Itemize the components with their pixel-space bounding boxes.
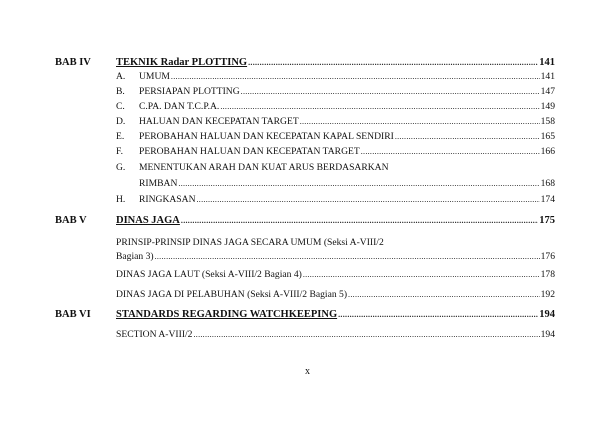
leader-dots: [193, 327, 539, 342]
leader-dots: [181, 213, 538, 229]
toc-entry: [116, 114, 555, 129]
chapter-title-row: [116, 213, 555, 229]
toc-entry: [116, 327, 555, 342]
toc-entry: [116, 99, 555, 114]
toc-entry: [116, 192, 555, 207]
toc-entry: [116, 129, 555, 144]
page-number: 175: [539, 215, 555, 226]
entry-text: RIMBAN: [139, 178, 178, 189]
page-number: 147: [540, 86, 555, 97]
entry-letter: F.: [116, 146, 123, 157]
toc-entry-continuation: [116, 176, 555, 191]
entry-text: RINGKASAN: [139, 194, 196, 205]
page-number: 141: [539, 57, 555, 68]
entry-text: C.PA. DAN T.C.P.A.: [139, 101, 220, 112]
toc-entry: [116, 69, 555, 84]
leader-dots: [303, 267, 540, 282]
leader-dots: [300, 114, 540, 129]
page-number: 141: [540, 71, 555, 82]
page-number: 165: [540, 131, 555, 142]
toc-entry: [116, 235, 555, 250]
leader-dots: [155, 249, 540, 264]
entry-text: PEROBAHAN HALUAN DAN KECEPATAN KAPAL SENDIRI: [139, 131, 394, 142]
entry-text: PEROBAHAN HALUAN DAN KECEPATAN TARGET: [139, 146, 360, 157]
entry-text: Bagian 3): [116, 251, 154, 262]
page-number: 174: [540, 194, 555, 205]
toc-entry: [116, 267, 555, 282]
leader-dots: [241, 84, 540, 99]
entry-text: PRINSIP-PRINSIP DINAS JAGA SECARA UMUM (Seksi A-VIII/2: [116, 237, 384, 248]
entry-text: MENENTUKAN ARAH DAN KUAT ARUS BERDASARKAN: [139, 162, 389, 173]
entry-text: PERSIAPAN PLOTTING: [139, 86, 240, 97]
chapter-title: STANDARDS REGARDING WATCHKEEPING: [116, 309, 338, 320]
toc-entry: [116, 287, 555, 302]
toc-entry: [116, 160, 555, 175]
page-number: 178: [540, 269, 555, 280]
leader-dots: [395, 129, 540, 144]
leader-dots: [171, 69, 540, 84]
leader-dots: [348, 287, 540, 302]
chapter-number: BAB VI: [55, 309, 91, 320]
page-footer-numeral: x: [305, 366, 310, 377]
page-number: 149: [540, 101, 555, 112]
toc-entry: [116, 144, 555, 159]
entry-text: UMUM: [139, 71, 170, 82]
leader-dots: [220, 99, 539, 114]
chapter-title-row: [116, 307, 555, 323]
entry-text: HALUAN DAN KECEPATAN TARGET: [139, 116, 299, 127]
entry-letter: H.: [116, 194, 126, 205]
page-number: 166: [540, 146, 555, 157]
page-number: 168: [540, 178, 555, 189]
entry-text: DINAS JAGA DI PELABUHAN (Seksi A-VIII/2 Bagian 5): [116, 289, 348, 300]
leader-dots: [178, 176, 539, 191]
page-number: 194: [539, 309, 555, 320]
entry-letter: C.: [116, 101, 125, 112]
toc-entry-continuation: [116, 249, 555, 264]
chapter-number: BAB IV: [55, 57, 91, 68]
page-number: 158: [540, 116, 555, 127]
page-number: 194: [540, 329, 555, 340]
page-number: 192: [540, 289, 555, 300]
leader-dots: [338, 307, 538, 323]
entry-text: DINAS JAGA LAUT (Seksi A-VIII/2 Bagian 4): [116, 269, 302, 280]
entry-letter: B.: [116, 86, 125, 97]
chapter-title: DINAS JAGA: [116, 215, 180, 226]
chapter-number: BAB V: [55, 215, 87, 226]
page-number: 176: [540, 251, 555, 262]
entry-letter: D.: [116, 116, 126, 127]
chapter-title: TEKNIK Radar PLOTTING: [116, 57, 248, 68]
entry-letter: E.: [116, 131, 125, 142]
entry-letter: G.: [116, 162, 126, 173]
entry-letter: A.: [116, 71, 126, 82]
entry-text: SECTION A-VIII/2: [116, 329, 193, 340]
leader-dots: [197, 192, 540, 207]
leader-dots: [361, 144, 540, 159]
toc-entry: [116, 84, 555, 99]
